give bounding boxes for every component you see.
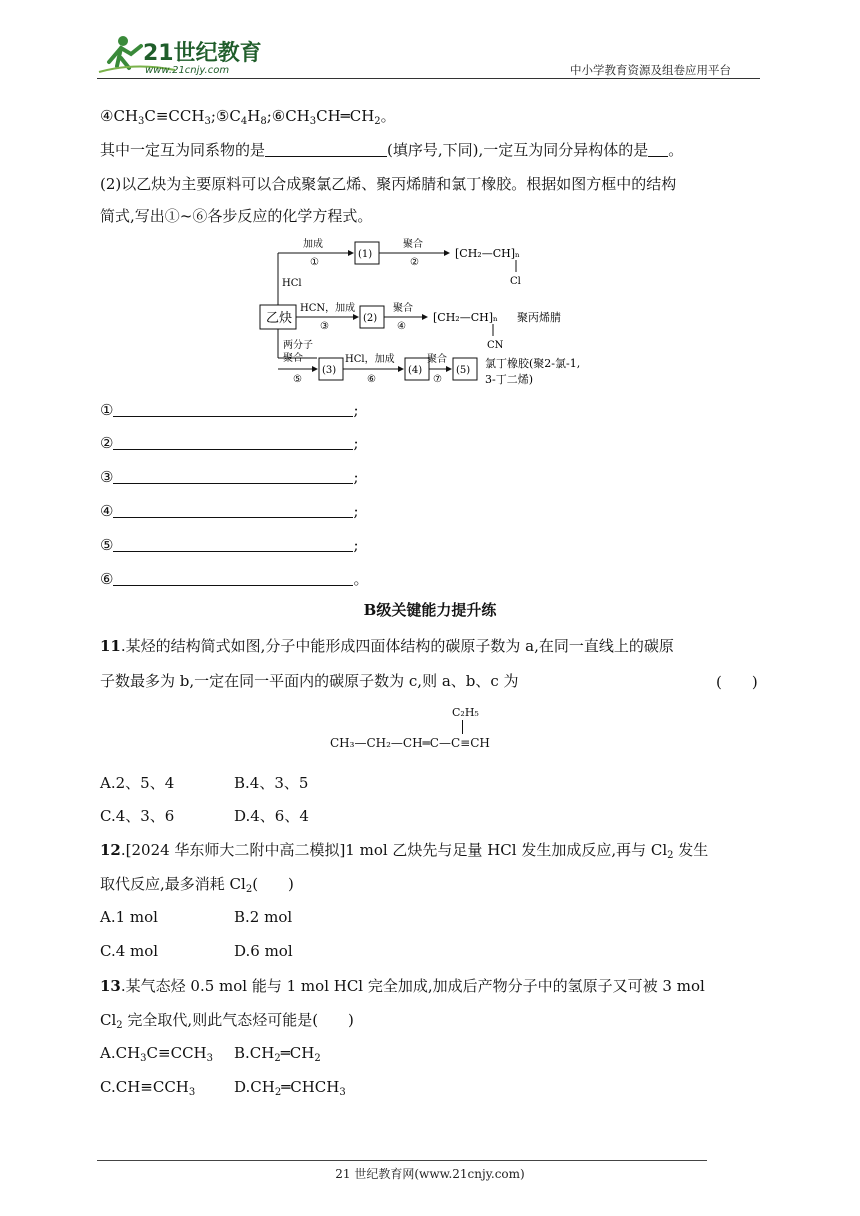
svg-text:⑤: ⑤ <box>293 374 302 385</box>
answer-blank[interactable] <box>113 434 353 450</box>
q10-line1: $④CH_3C\equiv CCH_3;⑤C_4H_8;⑥CH_3CH═CH_2$。 <box>100 107 396 127</box>
answer-blank[interactable] <box>113 468 353 484</box>
answer-end: ; <box>353 401 359 419</box>
answer-marker: ③ <box>100 468 114 486</box>
answer-blank[interactable] <box>113 570 353 586</box>
product-2: [CH₂—CH]ₙ <box>433 311 498 324</box>
svg-text:(4): (4) <box>408 365 423 376</box>
header-divider <box>97 78 760 79</box>
footer-text: 21 世纪教育网(www.21cnjy.com) <box>335 1167 525 1181</box>
svg-text:(1): (1) <box>358 249 373 260</box>
q11-option-a[interactable]: A.2、5、4 <box>100 774 175 792</box>
svg-text:聚合: 聚合 <box>393 303 413 314</box>
q10-part2-line2: 简式,写出①~⑥各步反应的化学方程式。 <box>100 207 373 225</box>
q13-option-d[interactable]: $D.CH_2═CHCH_3$ <box>234 1078 346 1098</box>
section-b-title: B级关键能力提升练 <box>363 601 497 619</box>
q13-line2: $Cl_2$ 完全取代,则此气态烃可能是( ) <box>100 1011 354 1031</box>
svg-text:两分子: 两分子 <box>283 340 313 351</box>
answer-blank[interactable] <box>265 141 387 157</box>
svg-text:聚合: 聚合 <box>403 239 423 250</box>
formula-bond <box>462 720 463 734</box>
answer-end: ; <box>353 502 359 520</box>
svg-text:⑦: ⑦ <box>433 374 442 385</box>
q12-line2: 取代反应,最多消耗 $Cl_2$( ) <box>100 875 294 895</box>
answer-line <box>100 400 359 420</box>
reaction-diagram <box>255 234 615 394</box>
svg-text:⑥: ⑥ <box>367 374 376 385</box>
q13-option-c[interactable]: $C.CH\equiv CCH_3$ <box>100 1078 196 1098</box>
q12-option-a[interactable]: A.1 mol <box>100 908 158 926</box>
svg-text:3-丁二烯): 3-丁二烯) <box>485 373 534 386</box>
svg-text:④: ④ <box>397 321 406 332</box>
product-3: 氯丁橡胶(聚2-氯-1, <box>485 357 581 370</box>
answer-end: ; <box>353 536 359 554</box>
q11-line1: 11.某烃的结构简式如图,分子中能形成四面体结构的碳原子数为 a,在同一直线上的碳原 <box>100 637 674 655</box>
q12-option-c[interactable]: C.4 mol <box>100 942 159 960</box>
svg-text:聚丙烯腈: 聚丙烯腈 <box>517 311 561 324</box>
header-platform-text: 中小学教育资源及组卷应用平台 <box>570 63 731 77</box>
answer-line <box>100 433 359 453</box>
q11-line2: 子数最多为 b,一定在同一平面内的碳原子数为 c,则 a、b、c 为 <box>100 672 519 690</box>
svg-text:聚合: 聚合 <box>283 353 303 364</box>
answer-end: ; <box>353 468 359 486</box>
q11-option-d[interactable]: D.4、6、4 <box>234 807 309 825</box>
answer-marker: ⑤ <box>100 536 114 554</box>
answer-blank[interactable] <box>648 141 668 157</box>
q13-option-b[interactable]: $B.CH_2═CH_2$ <box>234 1044 321 1064</box>
svg-text:(5): (5) <box>456 365 471 376</box>
answer-blank[interactable] <box>113 401 353 417</box>
svg-text:HCl，加成: HCl，加成 <box>345 354 395 365</box>
q12-option-b[interactable]: B.2 mol <box>234 908 293 926</box>
answer-line <box>100 501 359 521</box>
logo-main-text: 21世纪教育 <box>143 41 262 66</box>
logo-url-text: www.21cnjy.com <box>145 65 230 76</box>
svg-text:②: ② <box>410 257 419 268</box>
footer-divider <box>97 1160 707 1161</box>
q13-line1: 13.某气态烃 0.5 mol 能与 1 mol HCl 完全加成,加成后产物分子中的氢原子又可被 3 mol <box>100 977 705 995</box>
answer-blank[interactable] <box>113 502 353 518</box>
q11-option-c[interactable]: C.4、3、6 <box>100 807 175 825</box>
answer-blank[interactable] <box>113 536 353 552</box>
svg-text:CN: CN <box>487 340 504 351</box>
q10-part2-line1: (2)以乙炔为主要原料可以合成聚氯乙烯、聚丙烯腈和氯丁橡胶。根据如图方框中的结构 <box>100 175 677 193</box>
start-label: 乙炔 <box>266 311 293 326</box>
svg-text:Cl: Cl <box>510 276 521 287</box>
answer-marker: ④ <box>100 502 114 520</box>
answer-line <box>100 569 368 589</box>
svg-text:聚合: 聚合 <box>427 354 447 365</box>
answer-line <box>100 535 359 555</box>
site-logo <box>95 32 270 77</box>
product-1: [CH₂—CH]ₙ <box>455 247 520 260</box>
answer-marker: ① <box>100 401 114 419</box>
svg-text:(2): (2) <box>363 313 378 324</box>
answer-line <box>100 467 359 487</box>
q11-option-b[interactable]: B.4、3、5 <box>234 774 309 792</box>
answer-marker: ⑥ <box>100 570 114 588</box>
svg-text:③: ③ <box>320 321 329 332</box>
q11-formula: CH₃—CH₂—CH═C—C≡CH <box>330 736 490 750</box>
answer-end: 。 <box>353 570 369 588</box>
q12-line1: 12.[2024 华东师大二附中高二模拟]1 mol 乙炔先与足量 HCl 发生加成反应,再与 $Cl_2$ 发生 <box>100 841 709 861</box>
q11-formula-branch: C₂H₅ <box>452 706 479 719</box>
hcl-label: HCl <box>282 278 302 289</box>
q13-option-a[interactable]: $A.CH_3C\equiv CCH_3$ <box>100 1044 214 1064</box>
svg-text:HCN，加成: HCN，加成 <box>300 303 356 314</box>
answer-end: ; <box>353 434 359 452</box>
q11-answer-paren[interactable]: ( ) <box>716 673 758 691</box>
q12-option-d[interactable]: D.6 mol <box>234 942 293 960</box>
r1-label: 加成 <box>303 239 323 250</box>
answer-marker: ② <box>100 434 114 452</box>
q10-line2: 其中一定互为同系物的是 (填序号,下同),一定互为同分异构体的是 。 <box>100 141 684 159</box>
svg-text:(3): (3) <box>322 365 337 376</box>
c1-label: ① <box>310 257 319 268</box>
